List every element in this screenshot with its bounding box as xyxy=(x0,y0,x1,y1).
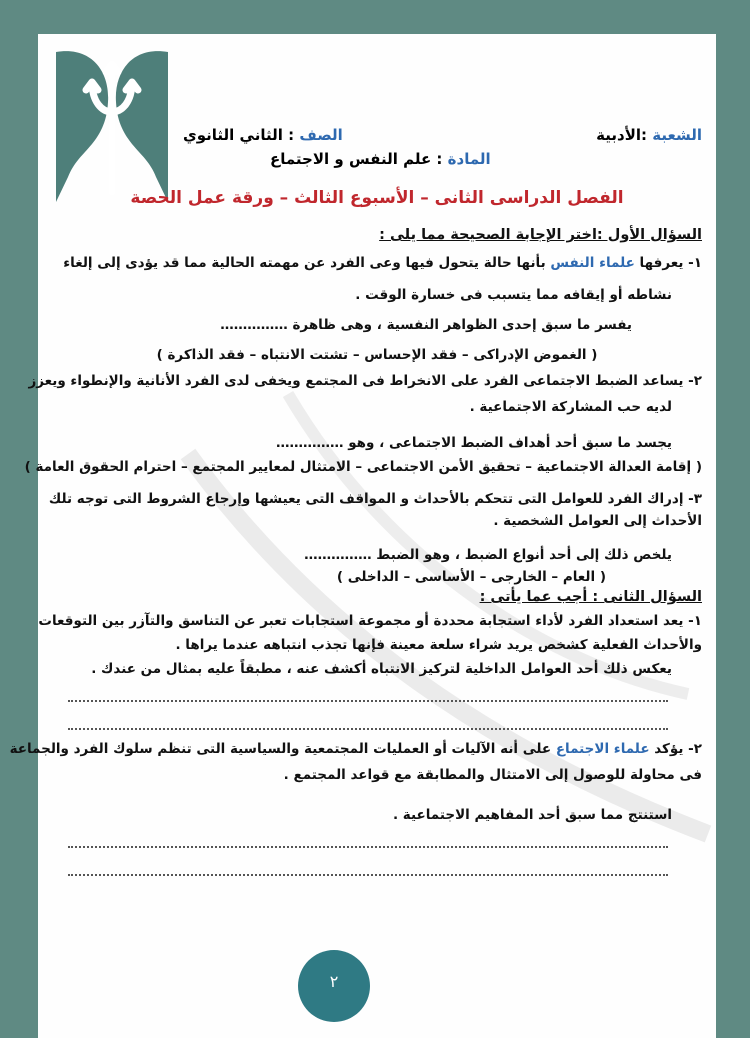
q1-item2-prompt: يجسد ما سبق أحد أهداف الضبط الاجتماعى ، وهو …………… xyxy=(276,435,672,451)
grade-field xyxy=(183,126,343,144)
answer-line-3[interactable] xyxy=(68,846,668,848)
q2-item1-line1: ١- يعد استعداد الفرد لأداء استجابة محددة أو مجموعة استجابات تعبر عن التناسق والتآزر بين التوقعات xyxy=(38,613,702,629)
q2-item2-highlight: علماء الاجتماع xyxy=(555,741,650,757)
branch-value: :الأدبية xyxy=(596,126,648,144)
q1-item1-line1 xyxy=(52,250,702,276)
q2-item2-line2: فى محاولة للوصول إلى الامتثال والمطابقة مع قواعد المجتمع . xyxy=(283,767,702,783)
branch-label: الشعبة xyxy=(652,126,702,144)
q1-item3-line1: ٣- إدراك الفرد للعوامل التى تتحكم بالأحداث و المواقف التى يعيشها وإرجاع الشروط التى توجه تلك xyxy=(48,491,702,507)
q1-item3-options: ( العام – الخارجى – الأساسى – الداخلى ) xyxy=(336,569,606,585)
subject-value: : علم النفس و الاجتماع xyxy=(270,150,443,168)
q1-item3-line2: الأحداث إلى العوامل الشخصية . xyxy=(493,513,702,529)
q1-item1-line2: نشاطه أو إيقافه مما يتسبب فى خسارة الوقت . xyxy=(355,287,672,303)
q2-item2-prefix: ٢- يؤكد xyxy=(654,741,702,757)
q1-item1-prefix: ١- يعرفها xyxy=(639,255,702,271)
answer-line-1[interactable] xyxy=(68,700,668,702)
answer-line-2[interactable] xyxy=(68,728,668,730)
grade-label: الصف xyxy=(299,126,343,144)
q1-item2-options: ( إقامة العدالة الاجتماعية – تحقيق الأمن الاجتماعى – الامتثال لمعايير المجتمع – احترام الحقوق العامة ) xyxy=(24,459,702,475)
q1-item3-prompt: يلخص ذلك إلى أحد أنواع الضبط ، وهو الضبط …………… xyxy=(304,547,672,563)
q1-item2-line2: لديه حب المشاركة الاجتماعية . xyxy=(469,399,672,415)
q2-item2-rest: على أنه الآليات أو العمليات المجتمعية والسياسية التى تنظم سلوك الفرد والجماعة xyxy=(9,741,552,757)
grade-value: : الثاني الثانوي xyxy=(183,126,295,144)
psychology-logo xyxy=(52,42,172,207)
q1-item1-rest: بأنها حالة يتحول فيها وعى الفرد عن مهمته الحالية مما قد يؤدى إلى إلغاء xyxy=(63,255,546,271)
q1-item2-line1: ٢- يساعد الضبط الاجتماعى الفرد على الانخراط فى المجتمع ويخفى لدى الفرد الأنانية والإنطواء ويعزز xyxy=(28,373,702,389)
page-number-badge: ٢ xyxy=(298,950,370,1022)
q1-item1-options: ( الغموض الإدراكى – فقد الإحساس – تشتت الانتباه – فقد الذاكرة ) xyxy=(156,347,598,363)
page-title: الفصل الدراسى الثانى – الأسبوع الثالث – ورقة عمل الحصة xyxy=(130,188,624,208)
answer-line-4[interactable] xyxy=(68,874,668,876)
subject-label: المادة xyxy=(447,150,491,168)
worksheet-page xyxy=(9,34,716,1038)
q1-item1-prompt: يفسر ما سبق إحدى الظواهر النفسية ، وهى ظاهرة …………… xyxy=(220,317,632,333)
subject-field xyxy=(270,150,491,168)
q2-item2-line1 xyxy=(9,736,702,762)
q2-item1-prompt: يعكس ذلك أحد العوامل الداخلية لتركيز الانتباه أكشف عنه ، مطبقاً عليه بمثال من عندك . xyxy=(91,661,672,677)
question-1-heading: السؤال الأول :اختر الإجابة الصحيحة مما يلى : xyxy=(379,227,702,243)
q1-item1-highlight: علماء النفس xyxy=(550,255,635,271)
question-2-heading: السؤال الثانى : أجب عما يأتى : xyxy=(479,589,702,605)
q2-item2-prompt: استنتج مما سبق أحد المفاهيم الاجتماعية . xyxy=(392,807,672,823)
branch-field xyxy=(596,126,702,144)
q2-item1-line2: والأحداث الفعلية كشخص يريد شراء سلعة معينة فإنها تجذب انتباهه عندما يراها . xyxy=(175,637,702,653)
